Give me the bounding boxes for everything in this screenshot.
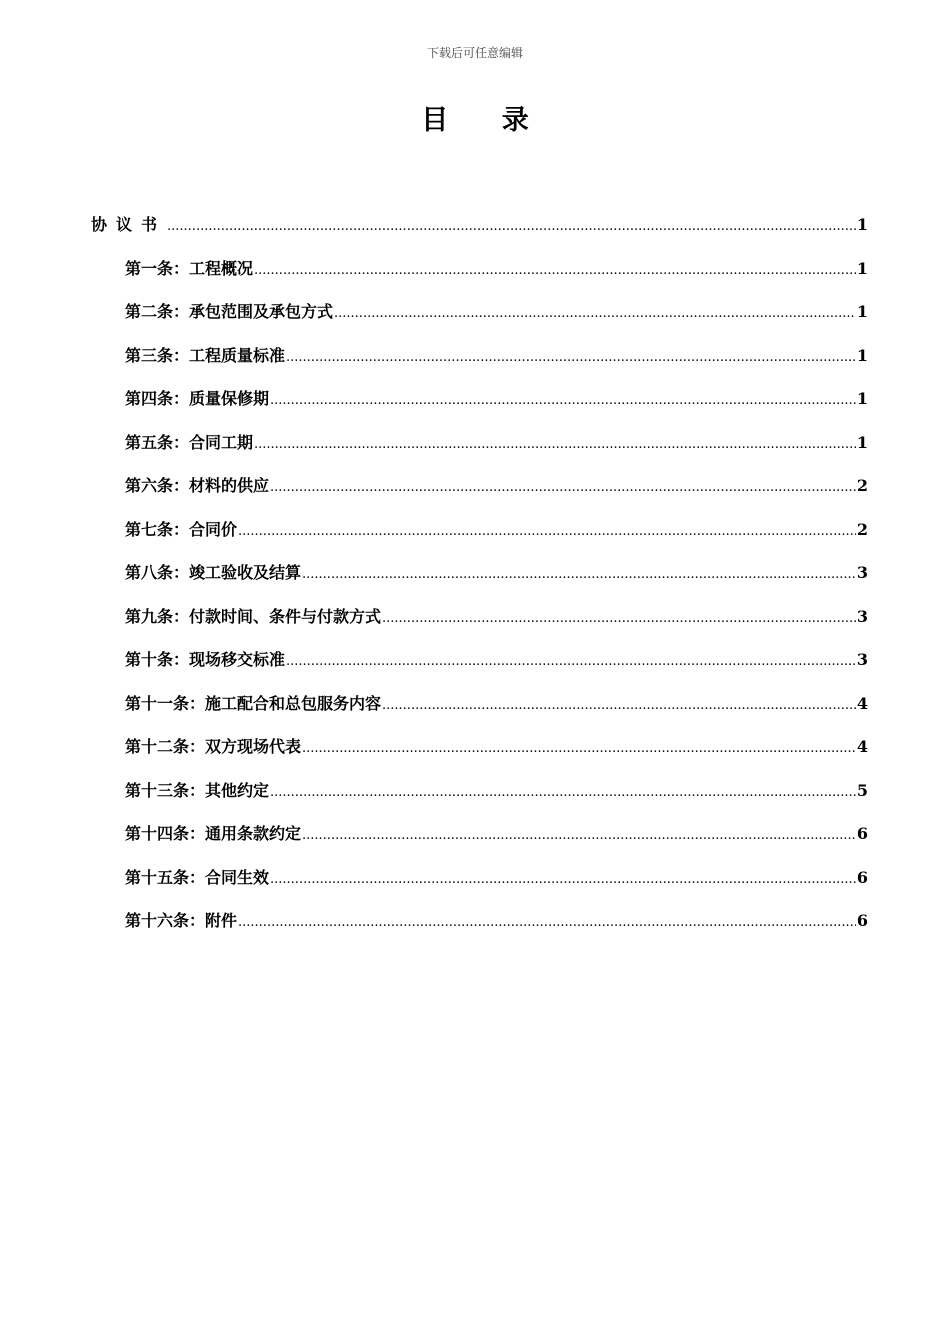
toc-title: 目 录 bbox=[421, 105, 551, 136]
toc-entry-page-number: 6 bbox=[856, 911, 868, 930]
toc-entry-label: 第十六条：附件 bbox=[125, 911, 238, 930]
toc-dot-leader bbox=[254, 437, 856, 452]
toc-entry-label: 第四条：质量保修期 bbox=[125, 389, 270, 408]
toc-entry-label: 第九条：付款时间、条件与付款方式 bbox=[125, 606, 382, 626]
toc-entry-label: 第十二条：双方现场代表 bbox=[125, 737, 302, 756]
toc-entry-page-number: 2 bbox=[856, 519, 868, 539]
toc-entry[interactable] bbox=[91, 821, 868, 865]
toc-entry-page-number: 1 bbox=[856, 215, 868, 234]
toc-entry-label: 第六条：材料的供应 bbox=[125, 476, 270, 495]
toc-entry[interactable] bbox=[91, 734, 868, 778]
toc-entry[interactable] bbox=[91, 865, 868, 909]
toc-entry[interactable] bbox=[91, 256, 868, 300]
toc-dot-leader bbox=[382, 698, 856, 713]
toc-entry[interactable] bbox=[91, 517, 868, 561]
toc-dot-leader bbox=[238, 915, 856, 930]
header-note: 下载后可任意编辑 bbox=[426, 46, 523, 60]
toc-entry-page-number: 6 bbox=[856, 824, 868, 843]
toc-entry[interactable] bbox=[91, 343, 868, 387]
toc-entry-page-number: 4 bbox=[856, 737, 868, 756]
toc-dot-leader bbox=[334, 306, 856, 321]
toc-entry[interactable] bbox=[91, 386, 868, 430]
toc-entry-page-number: 1 bbox=[856, 258, 868, 278]
toc-entry-page-number: 1 bbox=[856, 432, 868, 452]
toc-entry-label: 第五条：合同工期 bbox=[125, 432, 254, 452]
toc-entry-page-number: 1 bbox=[856, 345, 868, 365]
toc-entry-page-number: 1 bbox=[856, 302, 868, 321]
toc-entry-label: 第八条：竣工验收及结算 bbox=[125, 563, 302, 582]
table-of-contents bbox=[91, 212, 868, 952]
toc-entry[interactable] bbox=[91, 473, 868, 517]
toc-entry-label: 第二条：承包范围及承包方式 bbox=[125, 302, 334, 321]
toc-dot-leader bbox=[302, 741, 856, 756]
toc-entry[interactable] bbox=[91, 299, 868, 343]
toc-entry-label: 第十三条：其他约定 bbox=[125, 780, 270, 800]
toc-entry-label: 第七条：合同价 bbox=[125, 519, 238, 539]
toc-dot-leader bbox=[270, 480, 856, 495]
toc-dot-leader bbox=[286, 654, 856, 669]
toc-entry[interactable] bbox=[91, 691, 868, 735]
toc-entry-label: 第十条：现场移交标准 bbox=[125, 650, 286, 669]
toc-entry-page-number: 6 bbox=[856, 867, 868, 887]
toc-dot-leader bbox=[254, 263, 856, 278]
toc-entry-label: 第十一条：施工配合和总包服务内容 bbox=[125, 693, 382, 713]
toc-dot-leader bbox=[286, 350, 856, 365]
toc-entry-label: 第一条：工程概况 bbox=[125, 258, 254, 278]
toc-entry[interactable] bbox=[91, 778, 868, 822]
toc-entry-page-number: 5 bbox=[856, 780, 868, 800]
toc-dot-leader bbox=[238, 524, 856, 539]
toc-entry[interactable] bbox=[91, 604, 868, 648]
toc-entry-page-number: 2 bbox=[856, 476, 868, 495]
toc-dot-leader bbox=[382, 611, 856, 626]
toc-entry[interactable] bbox=[91, 908, 868, 952]
toc-dot-leader bbox=[270, 393, 856, 408]
toc-entry[interactable] bbox=[91, 647, 868, 691]
toc-entry-page-number: 3 bbox=[856, 563, 868, 582]
toc-dot-leader bbox=[302, 828, 856, 843]
toc-entry-page-number: 1 bbox=[856, 389, 868, 408]
toc-dot-leader bbox=[167, 219, 856, 234]
toc-entry-page-number: 3 bbox=[856, 650, 868, 669]
toc-entry[interactable] bbox=[91, 430, 868, 474]
toc-entry-label: 第十四条：通用条款约定 bbox=[125, 824, 302, 843]
toc-dot-leader bbox=[270, 785, 856, 800]
toc-dot-leader bbox=[302, 567, 856, 582]
toc-entry-label: 协议书 bbox=[91, 215, 167, 234]
toc-dot-leader bbox=[270, 872, 856, 887]
toc-entry[interactable] bbox=[91, 212, 868, 256]
toc-entry[interactable] bbox=[91, 560, 868, 604]
toc-entry-page-number: 3 bbox=[856, 606, 868, 626]
toc-entry-page-number: 4 bbox=[856, 693, 868, 713]
toc-entry-label: 第三条：工程质量标准 bbox=[125, 345, 286, 365]
toc-entry-label: 第十五条：合同生效 bbox=[125, 867, 270, 887]
